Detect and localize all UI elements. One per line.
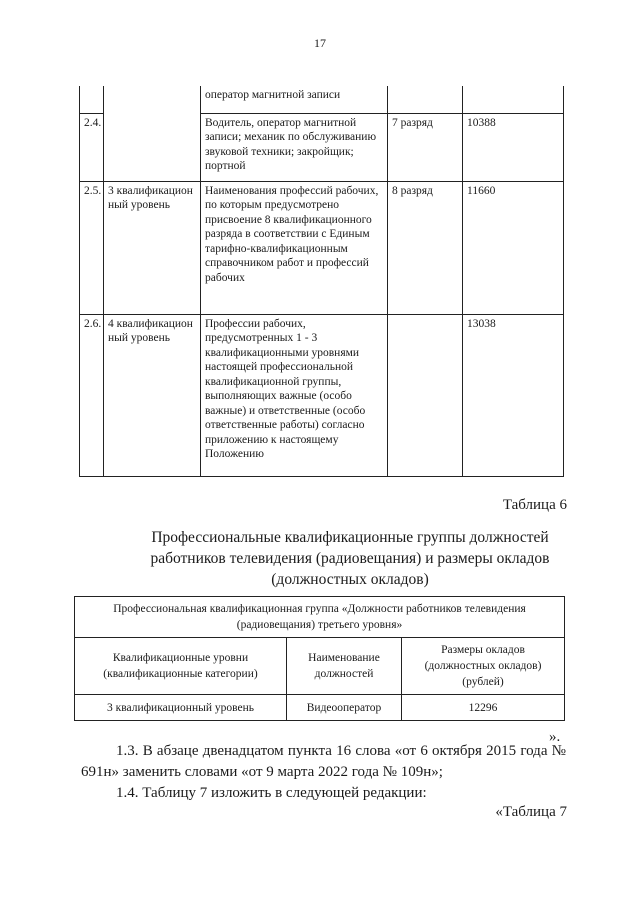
group-header-row xyxy=(75,597,565,638)
page-number: 17 xyxy=(314,36,326,50)
table-6-label: Таблица 6 xyxy=(502,497,567,513)
profession-names: Наименования профессий рабочих, по которым предусмотрено присвоение 8 квалификационного разряда в соответствии с Единым тарифно-квалификационным справочником работ и профессий рабочих xyxy=(201,181,388,314)
column-header-levels: Квалификационные уровни (квалификационные категории) xyxy=(75,638,287,695)
row-number xyxy=(80,86,104,113)
salary: 12296 xyxy=(402,695,565,721)
table-7-label: «Таблица 7 xyxy=(495,804,567,820)
closing-quote: ». xyxy=(549,729,561,745)
qualification-level: 3 квалификацион ный уровень xyxy=(104,181,201,314)
column-header-salary: Размеры окладов (должностных окладов) (рублей) xyxy=(402,638,565,695)
table-6-title-line: (должностных окладов) xyxy=(271,571,429,588)
table-6-title-line: работников телевидения (радиовещания) и размеры окладов xyxy=(150,550,550,567)
table-6-title xyxy=(0,527,640,590)
salary: 11660 xyxy=(463,181,564,314)
table-row xyxy=(80,86,564,113)
profession-names: Водитель, оператор магнитной записи; механик по обслуживанию звуковой техники; закройщик; портной xyxy=(201,113,388,181)
qualification-level xyxy=(104,86,201,181)
salary: 13038 xyxy=(463,314,564,476)
table-row xyxy=(80,314,564,476)
column-header-row xyxy=(75,638,565,695)
paragraph-1-4: 1.4. Таблицу 7 изложить в следующей редакции: xyxy=(116,785,427,801)
grade xyxy=(388,86,463,113)
salary xyxy=(463,86,564,113)
group-header: Профессиональная квалификационная группа «Должности работников телевидения (радиовещания) третьего уровня» xyxy=(75,597,565,638)
grade: 7 разряд xyxy=(388,113,463,181)
table-row xyxy=(80,181,564,314)
position-name: Видеооператор xyxy=(287,695,402,721)
worker-professions-table xyxy=(79,86,564,477)
grade xyxy=(388,314,463,476)
salary: 10388 xyxy=(463,113,564,181)
paragraph-1-3: 1.3. В абзаце двенадцатом пункта 16 слова «от 6 октября 2015 года № 691н» заменить словами «от 9 марта 2022 года № 109н»; xyxy=(81,743,566,780)
profession-names: оператор магнитной записи xyxy=(201,86,388,113)
column-header-positions: Наименование должностей xyxy=(287,638,402,695)
profession-names: Профессии рабочих, предусмотренных 1 - 3 квалификационными уровнями настоящей профессиональной квалификационной группы, выполняющих важные (особо важные) и ответственные (особо ответственные работы) согласно приложению к настоящему Положению xyxy=(201,314,388,476)
qualification-level: 4 квалификацион ный уровень xyxy=(104,314,201,476)
row-number: 2.4. xyxy=(80,113,104,181)
row-number: 2.5. xyxy=(80,181,104,314)
table-6-title-line: Профессиональные квалификационные группы должностей xyxy=(151,529,549,546)
row-number: 2.6. xyxy=(80,314,104,476)
qualification-level: 3 квалификационный уровень xyxy=(75,695,287,721)
tv-positions-table xyxy=(74,596,565,721)
table-row xyxy=(75,695,565,721)
grade: 8 разряд xyxy=(388,181,463,314)
